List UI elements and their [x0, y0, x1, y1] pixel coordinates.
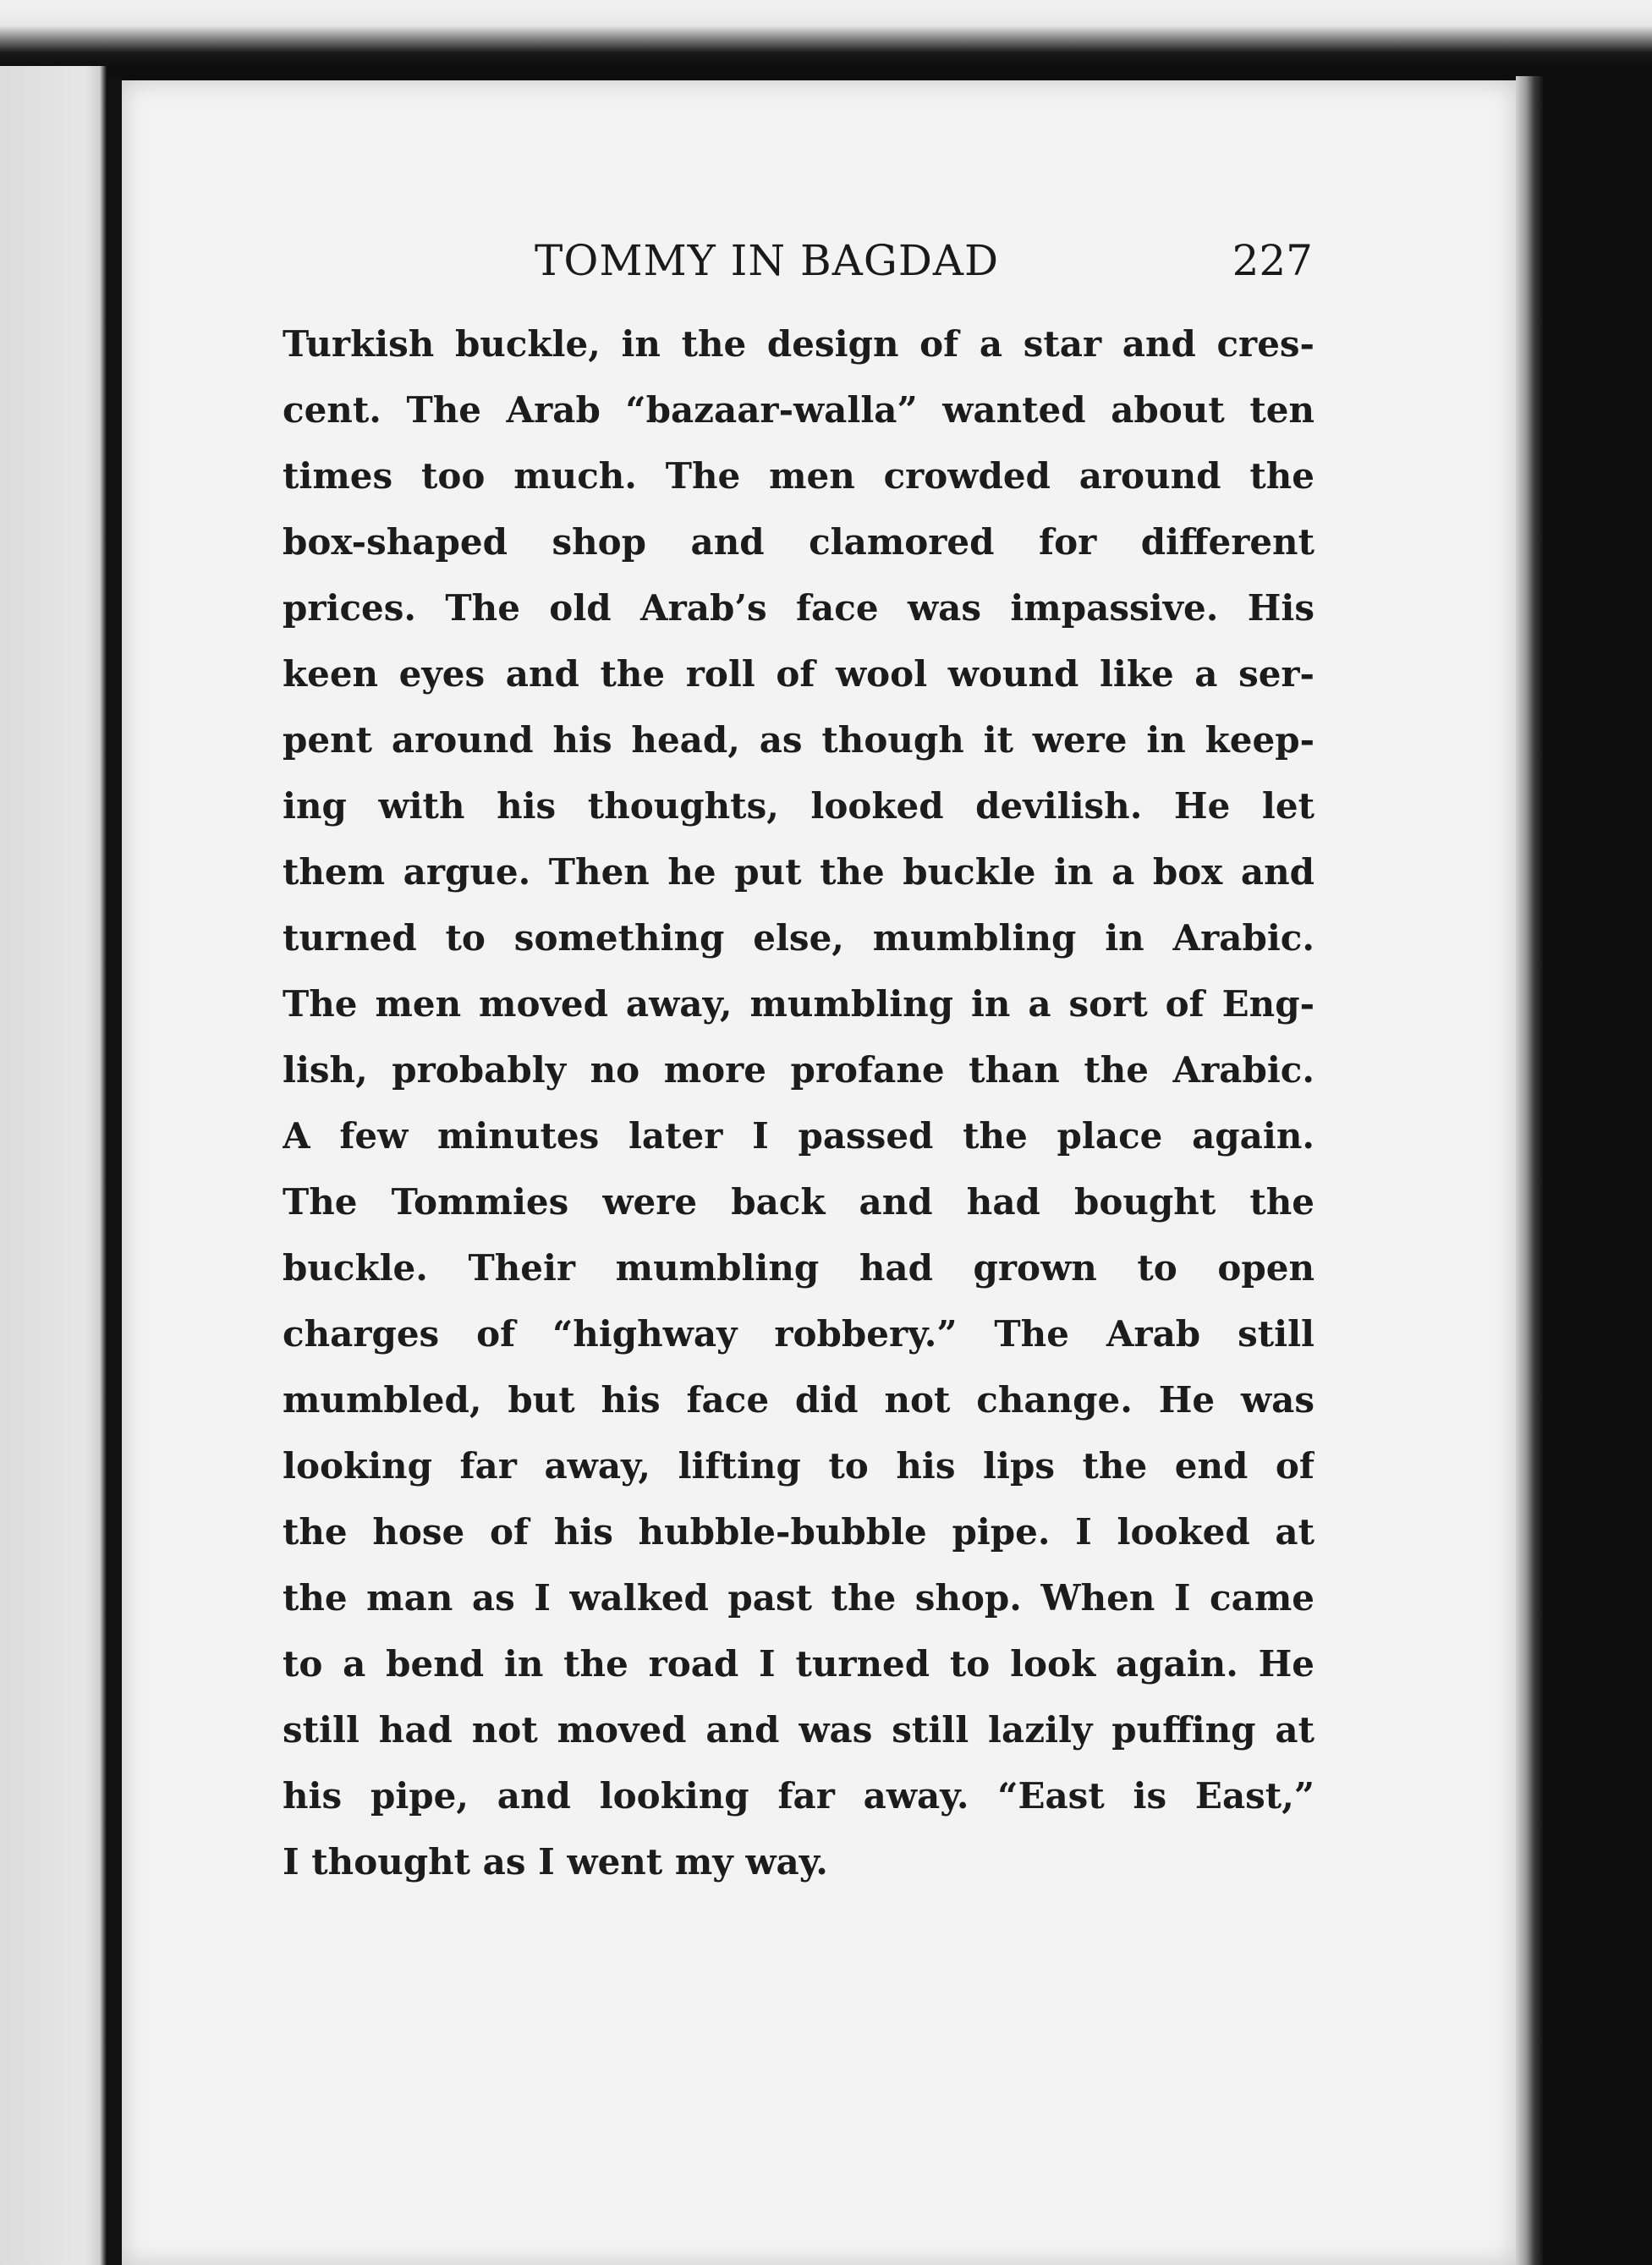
body-text — [283, 311, 1314, 1895]
text-line: keen eyes and the roll of wool wound like a ser- — [283, 653, 1314, 695]
text-line: pent around his head, as though it were in keep- — [283, 719, 1314, 761]
text-line: turned to something else, mumbling in Arabic. — [283, 917, 1314, 959]
text-line: Turkish buckle, in the design of a star and cres- — [283, 323, 1314, 365]
text-line: charges of “highway robbery.” The Arab still — [283, 1313, 1314, 1355]
text-line: them argue. Then he put the buckle in a box and — [283, 851, 1314, 893]
text-line: mumbled, but his face did not change. He was — [283, 1379, 1314, 1421]
text-line: prices. The old Arab’s face was impassive. His — [283, 587, 1314, 629]
page-number: 227 — [1232, 236, 1313, 285]
text-line: the hose of his hubble-bubble pipe. I looked at — [283, 1511, 1314, 1553]
text-line: lish, probably no more profane than the Arabic. — [283, 1049, 1314, 1091]
page-right-edge — [1516, 76, 1543, 2265]
book-gutter — [108, 76, 122, 2265]
facing-page-edge — [0, 66, 110, 2265]
text-line: the man as I walked past the shop. When I came — [283, 1577, 1314, 1619]
scan-top-margin — [0, 0, 1652, 66]
text-line: still had not moved and was still lazily puffing at — [283, 1709, 1314, 1751]
text-line: looking far away, lifting to his lips the end of — [283, 1445, 1314, 1487]
text-line: box-shaped shop and clamored for different — [283, 521, 1314, 563]
text-line: times too much. The men crowded around the — [283, 455, 1314, 497]
text-line: A few minutes later I passed the place again. — [283, 1115, 1314, 1157]
text-line: The Tommies were back and had bought the — [283, 1181, 1314, 1223]
page-header — [535, 227, 1313, 294]
text-line: buckle. Their mumbling had grown to open — [283, 1247, 1314, 1289]
text-line: his pipe, and looking far away. “East is East,” — [283, 1775, 1314, 1817]
text-line: I thought as I went my way. — [283, 1841, 828, 1883]
text-line: to a bend in the road I turned to look again. He — [283, 1643, 1314, 1685]
text-line: cent. The Arab “bazaar-walla” wanted about ten — [283, 389, 1314, 431]
text-line: ing with his thoughts, looked devilish. He let — [283, 785, 1314, 827]
running-head: TOMMY IN BAGDAD — [535, 236, 1000, 285]
text-line: The men moved away, mumbling in a sort of Eng- — [283, 983, 1314, 1025]
